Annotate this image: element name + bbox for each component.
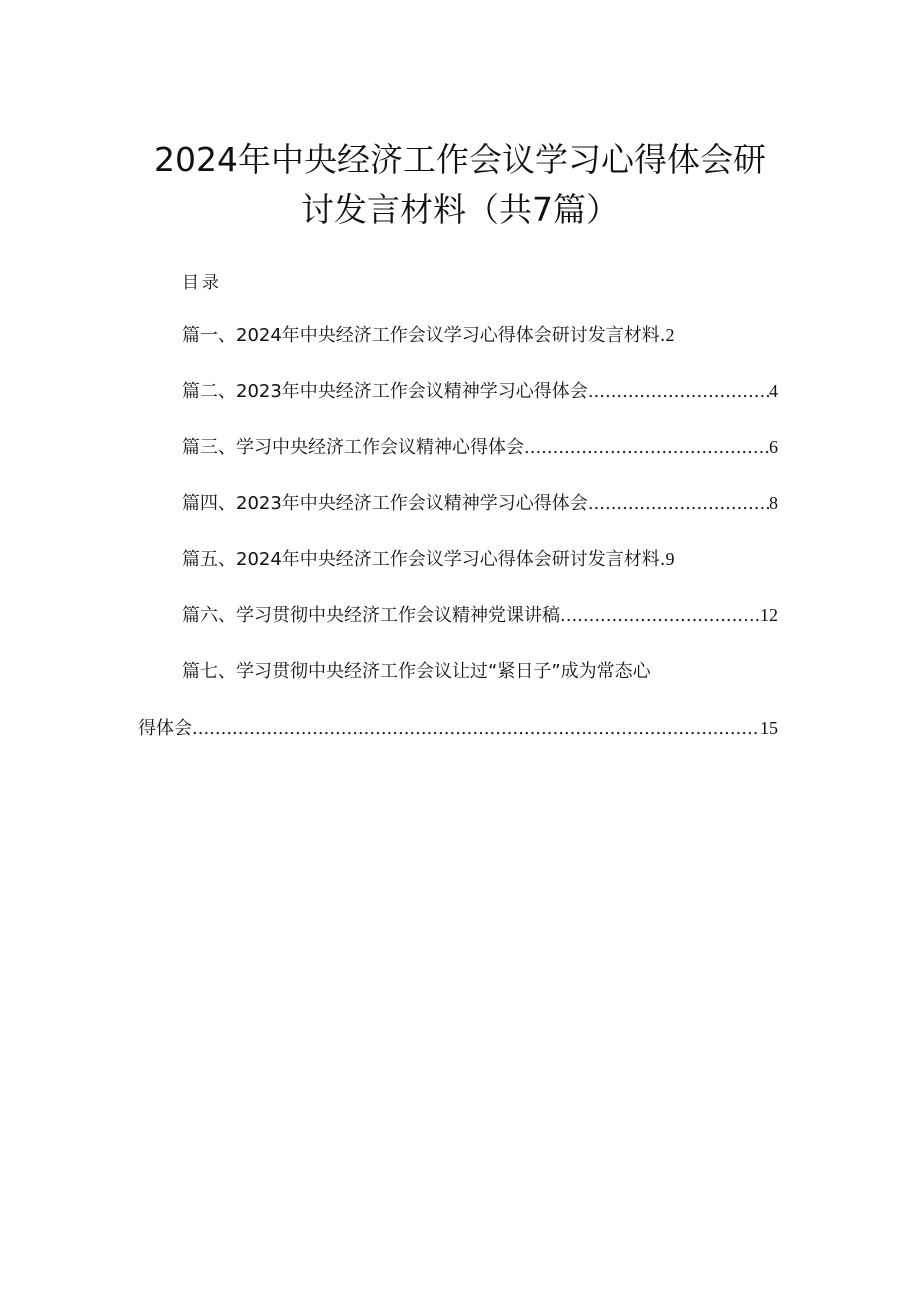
toc-entry-3[interactable] bbox=[182, 434, 778, 461]
toc-entry-page: 9 bbox=[665, 549, 675, 569]
document-title-line-2: 讨发言材料（共7篇） bbox=[301, 190, 619, 229]
toc-entry-6[interactable] bbox=[182, 602, 778, 629]
toc-entry-label: 篇六、学习贯彻中央经济工作会议精神党课讲稿 bbox=[182, 605, 560, 626]
toc-entry-2[interactable] bbox=[182, 378, 778, 405]
toc-entry-page: 6 bbox=[769, 437, 778, 457]
toc-entry-7[interactable] bbox=[138, 715, 778, 742]
toc-leader bbox=[192, 716, 760, 742]
toc-entry-page: 2 bbox=[665, 325, 675, 345]
toc-entry-label: 篇四、2023年中央经济工作会议精神学习心得体会 bbox=[182, 493, 588, 514]
toc-entry-1[interactable] bbox=[182, 322, 675, 349]
toc-entry-5[interactable] bbox=[182, 546, 675, 573]
toc-heading: 目录 bbox=[182, 273, 222, 293]
toc-entry-4[interactable] bbox=[182, 490, 778, 517]
toc-leader bbox=[588, 379, 769, 405]
toc-leader bbox=[524, 435, 769, 461]
toc-entry-label-continued: 得体会 bbox=[138, 718, 192, 739]
toc-entry-7-first-line[interactable]: 篇七、学习贯彻中央经济工作会议让过“紧日子”成为常态心 bbox=[182, 661, 651, 682]
toc-entry-label: 篇一、2024年中央经济工作会议学习心得体会研讨发言材料. bbox=[182, 325, 666, 346]
toc-leader bbox=[560, 603, 760, 629]
toc-leader bbox=[588, 491, 769, 517]
toc-entry-label: 篇二、2023年中央经济工作会议精神学习心得体会 bbox=[182, 381, 588, 402]
toc-entry-label: 篇三、学习中央经济工作会议精神心得体会 bbox=[182, 437, 524, 458]
toc-entry-page: 15 bbox=[760, 718, 778, 738]
toc-entry-page: 8 bbox=[769, 493, 778, 513]
toc-entry-label: 篇五、2024年中央经济工作会议学习心得体会研讨发言材料. bbox=[182, 549, 666, 570]
toc-entry-page: 12 bbox=[760, 605, 778, 625]
toc-entry-page: 4 bbox=[769, 381, 778, 401]
document-title-line-1: 2024年中央经济工作会议学习心得体会研 bbox=[154, 140, 766, 179]
